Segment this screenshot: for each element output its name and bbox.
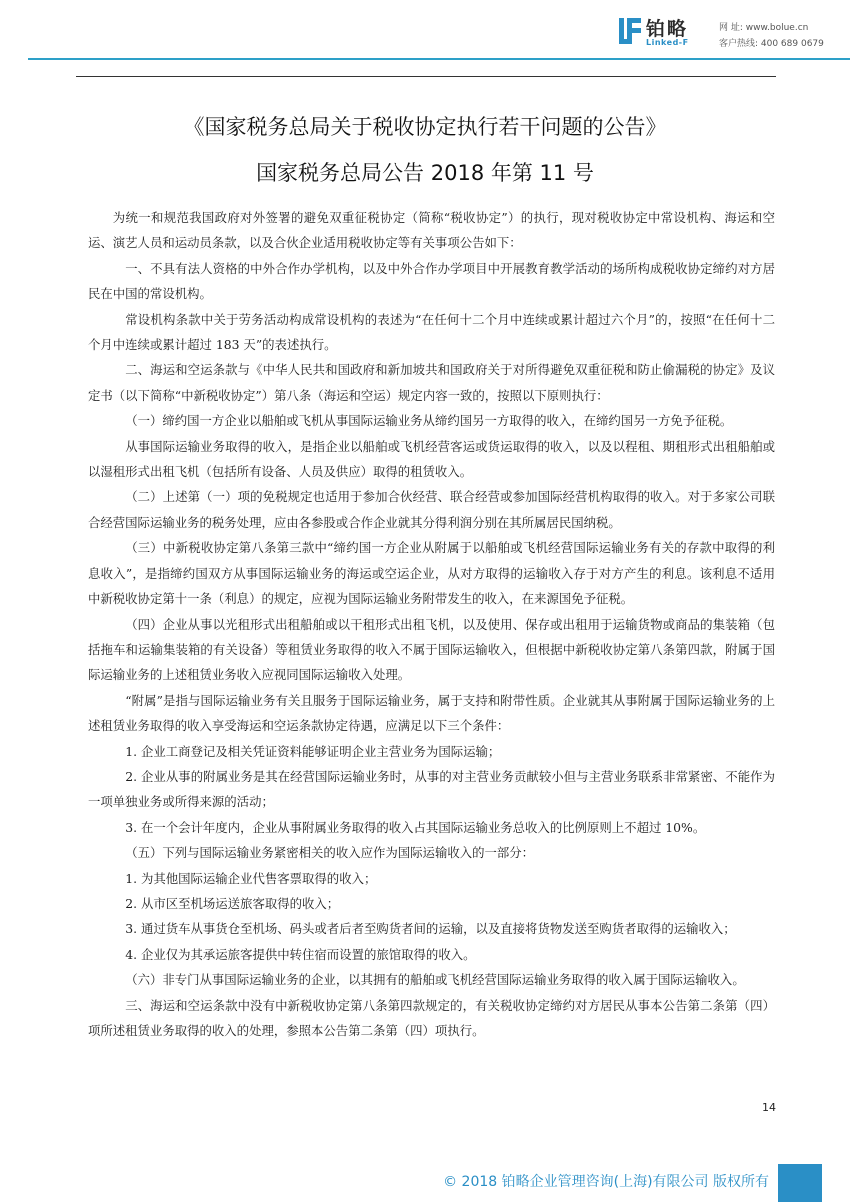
paragraph: （五）下列与国际运输业务紧密相关的收入应作为国际运输收入的一部分：: [125, 845, 535, 861]
paragraph: （三）中新税收协定第八条第三款中“缔约国一方企业从附属于以船舶或飞机经营国际运输业务有关的存款中取得的利息收入”，是指缔约国双方从事国际运输业务的海运或空运企业，从对方取得的运输收入存于对方产生的利息。该利息不适用中新税收协定第十一条（利息）的规定，应视为国际运输业务附带发生的收入，在来源国免予征税。: [88, 540, 775, 607]
footer-copyright: © 2018 铂略企业管理咨询(上海)有限公司 版权所有: [443, 1174, 769, 1190]
page-header: [0, 0, 850, 60]
paragraph: 常设机构条款中关于劳务活动构成常设机构的表述为“在任何十二个月中连续或累计超过六个月”的，按照“在任何十二个月中连续或累计超过 183 天”的表述执行。: [88, 311, 775, 353]
list-item: 4. 企业仅为其承运旅客提供中转住宿而设置的旅馆取得的收入。: [125, 946, 476, 962]
list-item: 1. 企业工商登记及相关凭证资料能够证明企业主营业务为国际运输；: [125, 743, 501, 759]
website-text: 网 址: www.bolue.cn: [719, 23, 809, 33]
paragraph: 三、海运和空运条款中没有中新税收协定第八条第四款规定的，有关税收协定缔约对方居民从事本公告第二条第（四）项所述租赁业务取得的收入的处理，参照本公告第二条第（四）项执行。: [88, 997, 775, 1038]
brand-name: 铂略: [646, 18, 689, 40]
footer-accent-block: [778, 1164, 822, 1202]
list-item: 3. 通过货车从事货仓至机场、码头或者后者至购货者间的运输，以及直接将货物发送至购货者取得的运输收入；: [125, 921, 736, 937]
list-item: 2. 企业从事的附属业务是其在经营国际运输业务时，从事的对主营业务贡献较小但与主营业务联系非常紧密、不能作为一项单独业务或所得来源的活动；: [88, 768, 775, 810]
paragraph: 从事国际运输业务取得的收入，是指企业以船舶或飞机经营客运或货运取得的收入，以及以程租、期租形式出租船舶或以湿租形式出租飞机（包括所有设备、人员及供应）取得的租赁收入。: [88, 438, 775, 480]
document-subtitle: 国家税务总局公告 2018 年第 11 号: [256, 161, 594, 185]
document-body: [88, 205, 775, 1043]
list-item: 1. 为其他国际运输企业代售客票取得的收入；: [125, 870, 377, 886]
paragraph: （四）企业从事以光租形式出租船舶或以干租形式出租飞机，以及使用、保存或出租用于运输货物或商品的集装箱（包括拖车和运输集装箱的有关设备）等租赁业务取得的收入不属于国际运输收入，但根据中新税收协定第八条第四款，附属于国际运输业务的上述租赁业务收入应视同国际运输收入处理。: [88, 616, 775, 683]
paragraph: （六）非专门从事国际运输业务的企业，以其拥有的船舶或飞机经营国际运输业务取得的收入属于国际运输收入。: [125, 972, 745, 988]
paragraph: 为统一和规范我国政府对外签署的避免双重征税协定（简称“税收协定”）的执行，现对税收协定中常设机构、海运和空运、演艺人员和运动员条款，以及合伙企业适用税收协定等有关事项公告如下：: [88, 210, 775, 251]
paragraph: “附属”是指与国际运输业务有关且服务于国际运输业务，属于支持和附带性质。企业就其从事附属于国际运输业务的上述租赁业务取得的收入享受海运和空运条款协定待遇，应满足以下三个条件：: [88, 692, 775, 734]
list-item: 2. 从市区至机场运送旅客取得的收入；: [125, 895, 340, 911]
paragraph: 二、海运和空运条款与《中华人民共和国政府和新加坡共和国政府关于对所得避免双重征税和防止偷漏税的协定》及议定书（以下简称“中新税收协定”）第八条（海运和空运）规定内容一致的，按照以下原则执行：: [88, 362, 775, 403]
brand-logo-icon: [619, 18, 641, 44]
content-divider: [76, 76, 776, 77]
paragraph: （一）缔约国一方企业以船舶或飞机从事国际运输业务从缔约国另一方取得的收入，在缔约国另一方免予征税。: [125, 413, 733, 429]
document-title: 《国家税务总局关于税收协定执行若干问题的公告》: [183, 115, 667, 139]
paragraph: 一、不具有法人资格的中外合作办学机构，以及中外合作办学项目中开展教育教学活动的场所构成税收协定缔约对方居民在中国的常设机构。: [88, 260, 775, 302]
contact-info: [719, 20, 839, 52]
list-item: 3. 在一个会计年度内，企业从事附属业务取得的收入占其国际运输业务总收入的比例原则上不超过 10%。: [125, 819, 706, 835]
page-number: 14: [762, 1101, 776, 1114]
brand-name-en: Linked-F: [646, 38, 689, 47]
hotline-text: 客户热线: 400 689 0679: [719, 39, 824, 49]
header-divider: [28, 58, 850, 60]
paragraph: （二）上述第（一）项的免税规定也适用于参加合伙经营、联合经营或参加国际经营机构取得的收入。对于多家公司联合经营国际运输业务的税务处理，应由各参股或合作企业就其分得利润分别在其所属居民国纳税。: [88, 489, 775, 530]
